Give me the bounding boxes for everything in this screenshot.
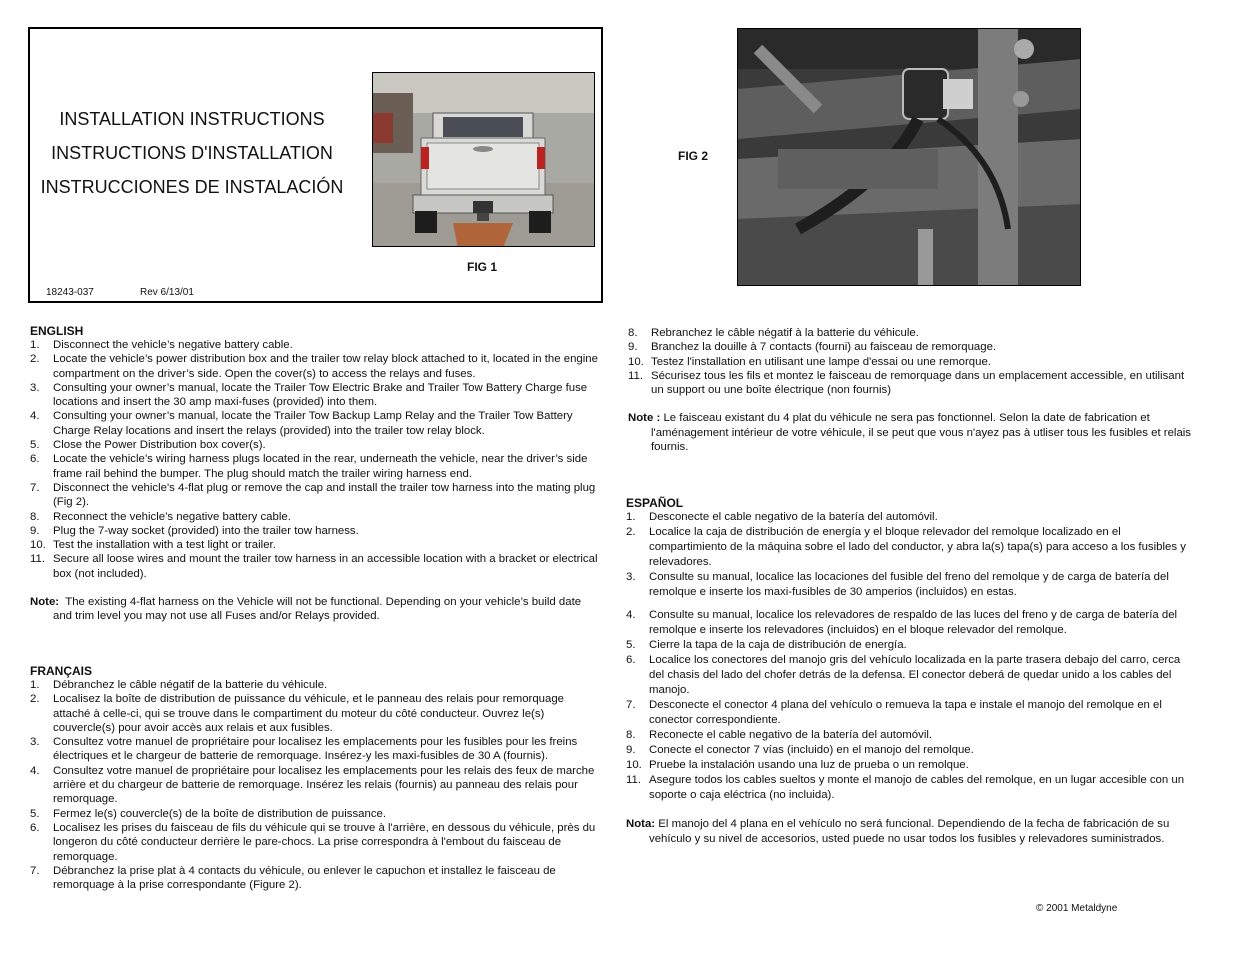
spanish-section bbox=[626, 496, 1198, 847]
step-number: 3. bbox=[626, 571, 636, 583]
step-text: Reconnect the vehicle’s negative battery cable. bbox=[53, 510, 291, 523]
revision: Rev 6/13/01 bbox=[140, 287, 194, 298]
list-item bbox=[30, 338, 600, 352]
step-text: Asegure todos los cables sueltos y monte el manojo de cables del remolque, en un lugar accesible con un soporte o caja eléctrica (no incluida). bbox=[649, 774, 1185, 801]
step-number: 10. bbox=[30, 539, 46, 552]
list-item bbox=[626, 653, 1198, 698]
step-text: Sécurisez tous les fils et montez le faisceau de remorquage dans un emplacement accessible, en utilisant un support ou une boîte électrique (non fournis) bbox=[651, 369, 1185, 397]
list-item bbox=[626, 570, 1198, 600]
spanish-note bbox=[626, 817, 1198, 847]
list-item bbox=[30, 524, 600, 538]
step-text: Localisez les prises du faisceau de fils du véhicule qui se trouve à l'arrière, en dessous du véhicule, près du longeron du côté conducteur derrière le pare-chocs. La prise correspondra à l'embout du faisceau de remorquage. bbox=[53, 821, 596, 863]
step-number: 7. bbox=[30, 864, 40, 877]
step-number: 7. bbox=[626, 699, 636, 711]
step-number: 8. bbox=[628, 327, 638, 339]
list-item bbox=[30, 438, 600, 452]
step-number: 10. bbox=[628, 355, 644, 368]
step-number: 4. bbox=[30, 764, 40, 777]
step-text: Branchez la douille à 7 contacts (fourni) au faisceau de remorquage. bbox=[651, 341, 997, 354]
list-item bbox=[628, 369, 1198, 398]
list-item bbox=[30, 821, 600, 864]
list-item bbox=[626, 743, 1198, 758]
step-number: 11. bbox=[30, 553, 45, 566]
list-item bbox=[626, 638, 1198, 653]
step-text: Consulte su manual, localice las locaciones del fusible del freno del remolque y de carga de batería del remolque e inserte los maxi-fusibles de 30 amperios (incluidos) en estas. bbox=[649, 571, 1169, 598]
step-number: 8. bbox=[30, 510, 40, 523]
step-text: Consulte su manual, localice los relevadores de respaldo de las luces del freno y de carga de batería del remolque e inserte los relevadores (incluidos) en el bloque relevador del remolque. bbox=[649, 609, 1178, 636]
list-item bbox=[626, 773, 1198, 803]
step-text: Locate the vehicle’s wiring harness plugs located in the rear, underneath the vehicle, near the driver’s side frame rail behind the bumper. The plug should match the trailer wiring harness end. bbox=[53, 453, 588, 480]
english-heading: ENGLISH bbox=[30, 324, 84, 338]
list-item bbox=[30, 352, 600, 381]
list-item bbox=[30, 735, 600, 764]
list-item bbox=[626, 698, 1198, 728]
list-item bbox=[626, 510, 1198, 525]
step-text: Desconecte el conector 4 plana del vehículo o remueva la tapa e instale el manojo del remolque en el conector correspondiente. bbox=[649, 699, 1162, 726]
step-text: Localice la caja de distribución de energía y el bloque relevador del remolque localizado en el compartimiento de la máquina sobre el lado del conductor, y abra la(s) tapa(s) para acceso a los fusibles y relevadores. bbox=[649, 526, 1186, 568]
step-text: Pruebe la instalación usando una luz de prueba o un remolque. bbox=[649, 759, 969, 771]
step-text: Testez l'installation en utilisant une lampe d'essai ou une remorque. bbox=[651, 355, 991, 368]
step-number: 5. bbox=[30, 807, 40, 820]
step-number: 4. bbox=[626, 609, 636, 621]
part-number: 18243-037 bbox=[46, 287, 94, 298]
list-item bbox=[30, 409, 600, 438]
step-text: Rebranchez le câble négatif à la batterie du véhicule. bbox=[651, 327, 919, 339]
list-item bbox=[30, 692, 600, 735]
title-french: INSTRUCTIONS D'INSTALLATION bbox=[51, 143, 333, 163]
step-text: Fermez le(s) couvercle(s) de la boîte de distribution de puissance. bbox=[53, 807, 387, 820]
step-number: 6. bbox=[30, 821, 40, 834]
step-text: Close the Power Distribution box cover(s). bbox=[53, 439, 266, 452]
english-note bbox=[30, 595, 600, 624]
step-text: Conecte el conector 7 vías (incluido) en el manojo del remolque. bbox=[649, 744, 974, 756]
note-text: The existing 4-flat harness on the Vehicle will not be functional. Depending on your vehicle’s build date and trim level you may not use all Fuses and/or Relays provided. bbox=[53, 596, 582, 623]
french-steps bbox=[30, 678, 600, 892]
step-number: 3. bbox=[30, 381, 40, 394]
list-item bbox=[626, 758, 1198, 773]
step-number: 1. bbox=[30, 679, 40, 691]
english-section bbox=[30, 324, 600, 624]
step-number: 2. bbox=[626, 526, 636, 538]
list-item bbox=[626, 608, 1198, 638]
step-text: Consulting your owner’s manual, locate the Trailer Tow Backup Lamp Relay and the Trailer Tow Battery Charge Relay locations and insert the relays (provided) into the trailer tow relay block. bbox=[53, 410, 573, 437]
step-number: 1. bbox=[626, 511, 636, 523]
fig2-harness-photo bbox=[737, 28, 1081, 286]
english-steps bbox=[30, 338, 600, 581]
note-label: Note : bbox=[628, 412, 661, 425]
list-item bbox=[30, 678, 600, 692]
list-item bbox=[30, 481, 600, 510]
fig1-truck-photo bbox=[372, 72, 595, 247]
step-text: Consulting your owner’s manual, locate the Trailer Tow Electric Brake and Trailer Tow Battery Charge fuse locations and insert the 30 amp maxi-fuses (provided) into them. bbox=[53, 381, 588, 409]
french-steps-continued bbox=[628, 326, 1198, 397]
list-item bbox=[30, 381, 600, 410]
list-item bbox=[30, 807, 600, 821]
step-text: Disconnect the vehicle's 4-flat plug or remove the cap and install the trailer tow harness into the mating plug (Fig 2). bbox=[53, 481, 596, 509]
copyright: © 2001 Metaldyne bbox=[1036, 903, 1118, 914]
step-number: 6. bbox=[626, 654, 636, 666]
truck-illustration bbox=[373, 73, 595, 247]
step-text: Reconecte el cable negativo de la batería del automóvil. bbox=[649, 729, 933, 741]
step-number: 9. bbox=[628, 341, 638, 354]
step-number: 10. bbox=[626, 759, 642, 771]
step-number: 4. bbox=[30, 410, 40, 423]
list-item bbox=[628, 340, 1198, 354]
french-heading: FRANÇAIS bbox=[30, 664, 92, 678]
title-spanish: INSTRUCCIONES DE INSTALACIÓN bbox=[40, 177, 344, 197]
french-section bbox=[30, 664, 600, 892]
fig1-label: FIG 1 bbox=[467, 260, 498, 274]
step-number: 3. bbox=[30, 736, 40, 749]
note-text: Le faisceau existant du 4 plat du véhicule ne sera pas fonctionnel. Selon la date de fabrication et l'aménagement intérieur de votre véhicule, il se peut que vous n'ayez pas à utliser tous les fusibles et relais fournis. bbox=[651, 412, 1192, 454]
step-number: 2. bbox=[30, 693, 40, 706]
step-text: Consultez votre manuel de propriétaire pour localisez les emplacements pour les relais des feux de marche arrière et du chargeur de batterie de remorquage. Insérez les relais (fournis) au panneau des relais pour remorquage. bbox=[53, 764, 595, 806]
french-continued bbox=[628, 326, 1198, 454]
step-number: 9. bbox=[30, 524, 40, 537]
list-item bbox=[30, 538, 600, 552]
fig2-label: FIG 2 bbox=[678, 149, 709, 163]
step-text: Consultez votre manuel de propriétaire pour localisez les emplacements pour les fusibles pour les freins électriques et le chargeur de batterie de remorquage. Insérez-y les maxi-fusibles de 30 A (fournis). bbox=[53, 736, 578, 763]
list-item bbox=[628, 326, 1198, 340]
step-text: Desconecte el cable negativo de la batería del automóvil. bbox=[649, 511, 938, 523]
list-item bbox=[30, 552, 600, 581]
step-text: Débranchez le câble négatif de la batterie du véhicule. bbox=[53, 679, 328, 691]
step-number: 9. bbox=[626, 744, 636, 756]
step-number: 11. bbox=[626, 774, 641, 786]
step-text: Cierre la tapa de la caja de distribución de energía. bbox=[649, 639, 907, 651]
note-label: Note: bbox=[30, 596, 60, 609]
step-text: Débranchez la prise plat à 4 contacts du véhicule, ou enlever le capuchon et installez le faisceau de remorquage à la prise correspondante (Figure 2). bbox=[53, 864, 556, 892]
list-item bbox=[628, 355, 1198, 369]
step-number: 1. bbox=[30, 339, 40, 351]
list-item bbox=[30, 864, 600, 893]
step-text: Disconnect the vehicle’s negative battery cable. bbox=[53, 339, 293, 351]
note-label: Nota: bbox=[626, 818, 656, 830]
french-note bbox=[628, 411, 1198, 454]
step-text: Secure all loose wires and mount the trailer tow harness in an accessible location with a bracket or electrical box (not included). bbox=[53, 553, 598, 580]
step-text: Locate the vehicle’s power distribution box and the trailer tow relay block attached to it, located in the engine compartment on the driver’s side. Open the cover(s) to access the relays and fuses. bbox=[53, 353, 598, 380]
list-item bbox=[30, 452, 600, 481]
step-text: Localice los conectores del manojo gris del vehículo localizada en la parte trasera debajo del carro, cerca del chasis del lado del chofer detrás de la defensa. El conector deberá de quedar unido a los cables del manojo. bbox=[649, 654, 1181, 696]
step-number: 5. bbox=[30, 439, 40, 452]
step-text: Test the installation with a test light or trailer. bbox=[53, 539, 276, 552]
step-number: 7. bbox=[30, 481, 40, 494]
harness-illustration bbox=[738, 29, 1081, 286]
step-number: 6. bbox=[30, 453, 40, 466]
list-item bbox=[626, 525, 1198, 570]
list-item bbox=[30, 510, 600, 524]
step-number: 11. bbox=[628, 369, 643, 382]
spanish-steps bbox=[626, 510, 1198, 803]
list-item bbox=[626, 728, 1198, 743]
step-number: 8. bbox=[626, 729, 636, 741]
step-text: Localisez la boîte de distribution de puissance du véhicule, et le panneau des relais pour remorquage attaché à celle-ci, qui se trouve dans le compartiment du moteur du côté conducteur. Ouvrez le(s) couvercle(s) pour avoir accès aux relais et aux fusibles. bbox=[53, 693, 565, 734]
step-text: Plug the 7-way socket (provided) into the trailer tow harness. bbox=[53, 524, 359, 537]
step-number: 5. bbox=[626, 639, 636, 651]
title-english: INSTALLATION INSTRUCTIONS bbox=[59, 109, 325, 129]
step-number: 2. bbox=[30, 353, 40, 366]
spanish-heading: ESPAÑOL bbox=[626, 496, 684, 510]
list-item bbox=[30, 764, 600, 807]
note-text: El manojo del 4 plana en el vehículo no será funcional. Dependiendo de la fecha de fabricación de su vehículo y su nivel de accesorios, usted puede no usar todos los fusibles y relevadores suministrados. bbox=[649, 818, 1170, 845]
